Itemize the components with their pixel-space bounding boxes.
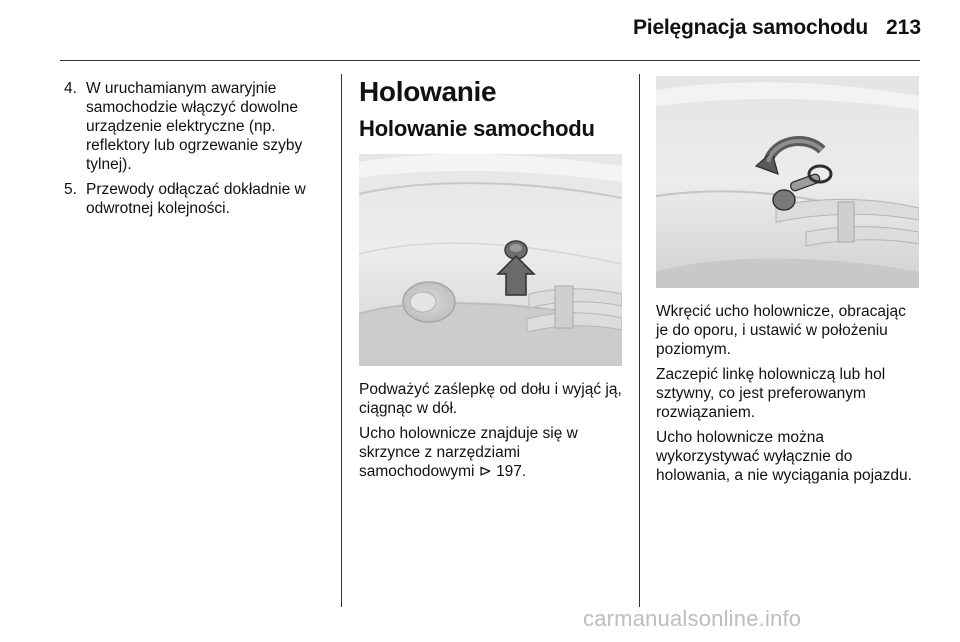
tow-eye-installation-illustration <box>656 76 919 288</box>
section-heading: Holowanie <box>359 76 497 107</box>
instruction-paragraph: Podważyć zaślepkę od dołu i wyjąć ją, ciągnąc w dół. <box>359 381 622 417</box>
list-item <box>64 180 326 218</box>
list-item <box>64 79 326 174</box>
section-subheading: Holowanie samochodu <box>359 116 595 141</box>
list-item-text: Przewody odłączać dokładnie w odwrotnej kolejności. <box>86 181 306 217</box>
instruction-paragraph: Zaczepić linkę holowniczą lub hol sztywny, co jest preferowanym rozwiązaniem. <box>656 366 886 421</box>
column-middle <box>359 76 625 487</box>
column-divider-2 <box>639 74 640 607</box>
page-reference-arrow-icon: ⊳ <box>478 462 492 480</box>
page-reference-number[interactable]: 197. <box>496 463 527 480</box>
header-rule <box>60 60 920 61</box>
page-header-title: Pielęgnacja samochodu <box>633 16 869 39</box>
column-divider-1 <box>341 74 342 607</box>
list-item-number: 5. <box>64 181 77 198</box>
page-number: 213 <box>886 16 922 39</box>
instruction-paragraph: Wkręcić ucho holownicze, obracając je do oporu, i ustawić w położeniu poziomym. <box>656 303 906 358</box>
list-item-text: W uruchamianym awaryjnie samochodzie włączyć dowolne urządzenie elektryczne (np. reflektory lub ogrzewanie szyby tylnej). <box>86 80 303 173</box>
instruction-paragraph: Ucho holownicze można wykorzystywać wyłącznie do holowania, a nie wyciągania pojazdu. <box>656 429 912 484</box>
paragraph-text: Ucho holownicze znajduje się w skrzynce z narzędziami samochodowymi <box>359 425 578 480</box>
column-right <box>656 76 922 491</box>
instruction-paragraph <box>359 424 625 481</box>
watermark: carmanualsonline.info <box>583 606 802 631</box>
bumper-cover-illustration <box>359 154 622 366</box>
column-left <box>64 79 326 224</box>
list-item-number: 4. <box>64 80 77 97</box>
